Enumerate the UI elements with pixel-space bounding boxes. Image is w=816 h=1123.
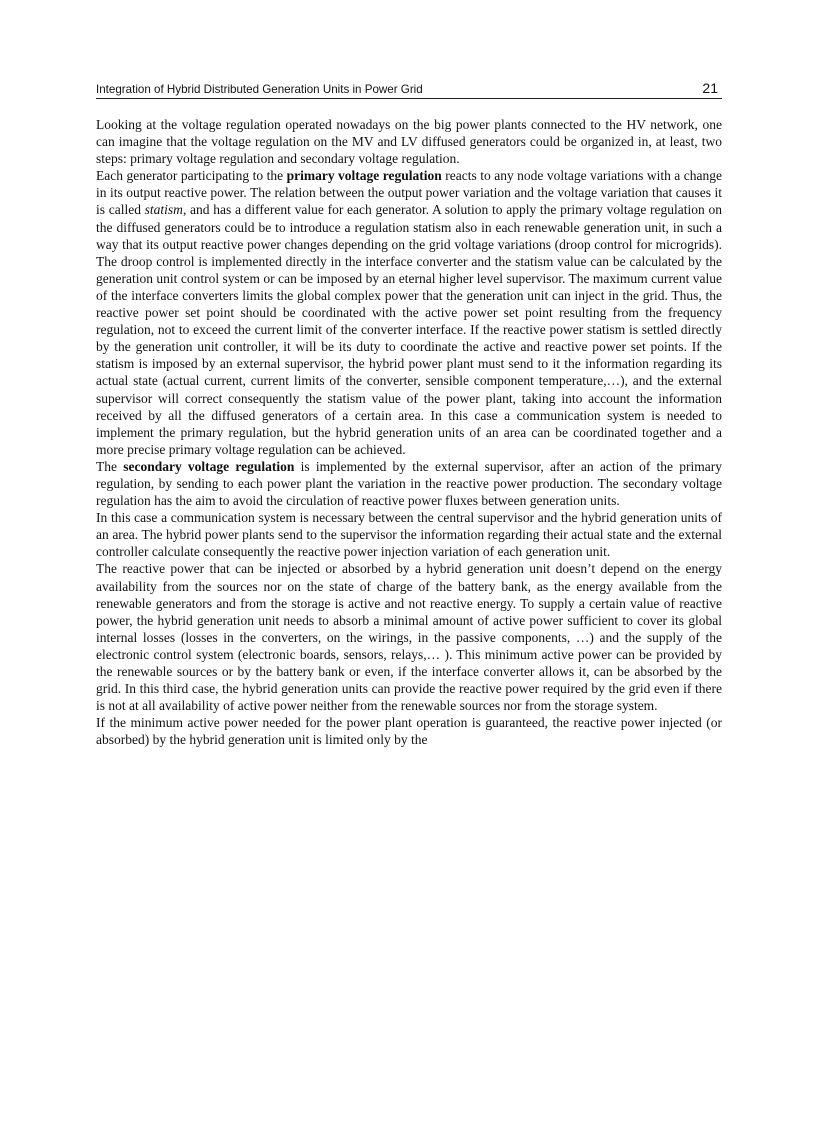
paragraph-reactive-power: The reactive power that can be injected or absorbed by a hybrid generation unit doesn’t depend on the energy availability from the sources nor on the state of charge of the battery bank, as the energy available from the renewable generators and from the storage is active and not reactive energy. To supply a certain value of reactive power, the hybrid generation unit needs to absorb a minimal amount of active power sufficient to cover its global internal losses (losses in the converters, on the wirings, in the passive components, …) and the supply of the electronic control system (electronic boards, sensors, relays,… ). This minimum active power can be provided by the renewable sources or by the battery bank or even, if the interface converter allows it, can be absorbed by the grid. In this third case, the hybrid generation units can provide the reactive power required by the grid even if there is not at all availability of active power neither from the renewable sources nor from the storage system. xyxy=(96,561,722,714)
term-statism: statism xyxy=(144,202,183,218)
text-run: , and has a different value for each generator. A solution to apply the primary voltage regulation on the diffused generators could be to introduce a regulation statism also in each renewable generation unit, in such a way that its output reactive power changes depending on the grid voltage variations (droop control for microgrids). The droop control is implemented directly in the interface converter and the statism value can be calculated by the generation unit control system or can be imposed by an eternal higher level supervisor. The maximum current value of the interface converters limits the global complex power that the generation unit can inject in the grid. Thus, the reactive power set point should be coordinated with the active power set point resulting from the frequency regulation, not to exceed the current limit of the converter interface. If the reactive power statism is settled directly by the generation unit controller, it will be its duty to coordinate the active and reactive power set points. If the statism is imposed by an external supervisor, the hybrid power plant must send to it the information regarding its actual state (actual current, current limits of the converter, sensible component temperature,…), and the external supervisor will correct consequently the statism value of the power plant, taking into account the information received by all the diffused generators of a certain area. In this case a communication system is needed to implement the primary regulation, but the hybrid generation units of an area can be coordinated together and a more precise primary voltage regulation can be achieved. xyxy=(96,202,722,457)
paragraph-secondary-regulation xyxy=(96,458,722,509)
text-run: is implemented by the external supervisor, after an action of the primary regulation, by sending to each power plant the variation in the reactive power production. The secondary voltage regulation has the aim to avoid the circulation of reactive power fluxes between generation units. xyxy=(96,458,722,509)
paragraph-intro: Looking at the voltage regulation operated nowadays on the big power plants connected to the HV network, one can imagine that the voltage regulation on the MV and LV diffused generators could be organized in, at least, two steps: primary voltage regulation and secondary voltage regulation. xyxy=(96,117,722,167)
running-header xyxy=(96,80,722,99)
paragraph-communication-system: In this case a communication system is necessary between the central supervisor and the hybrid generation units of an area. The hybrid power plants send to the supervisor the information regarding their actual state and the external controller calculate consequently the reactive power injection variation of each generation unit. xyxy=(96,510,722,560)
text-run: Each generator participating to the xyxy=(96,168,287,184)
paragraph-primary-regulation xyxy=(96,167,722,458)
running-title: Integration of Hybrid Distributed Generation Units in Power Grid xyxy=(96,83,423,96)
body-text xyxy=(96,116,722,748)
paragraph-minimum-active-power: If the minimum active power needed for the power plant operation is guaranteed, the reactive power injected (or absorbed) by the hybrid generation unit is limited only by the xyxy=(96,715,722,748)
term-primary-voltage-regulation: primary voltage regulation xyxy=(286,168,442,184)
text-run: The xyxy=(96,458,124,474)
page-number: 21 xyxy=(702,80,718,96)
text-run: reacts to any node voltage variations with a change in its output reactive power. The relation between the output power variation and the voltage variation that causes it is called xyxy=(96,168,723,218)
term-secondary-voltage-regulation: secondary voltage regulation xyxy=(123,458,295,474)
